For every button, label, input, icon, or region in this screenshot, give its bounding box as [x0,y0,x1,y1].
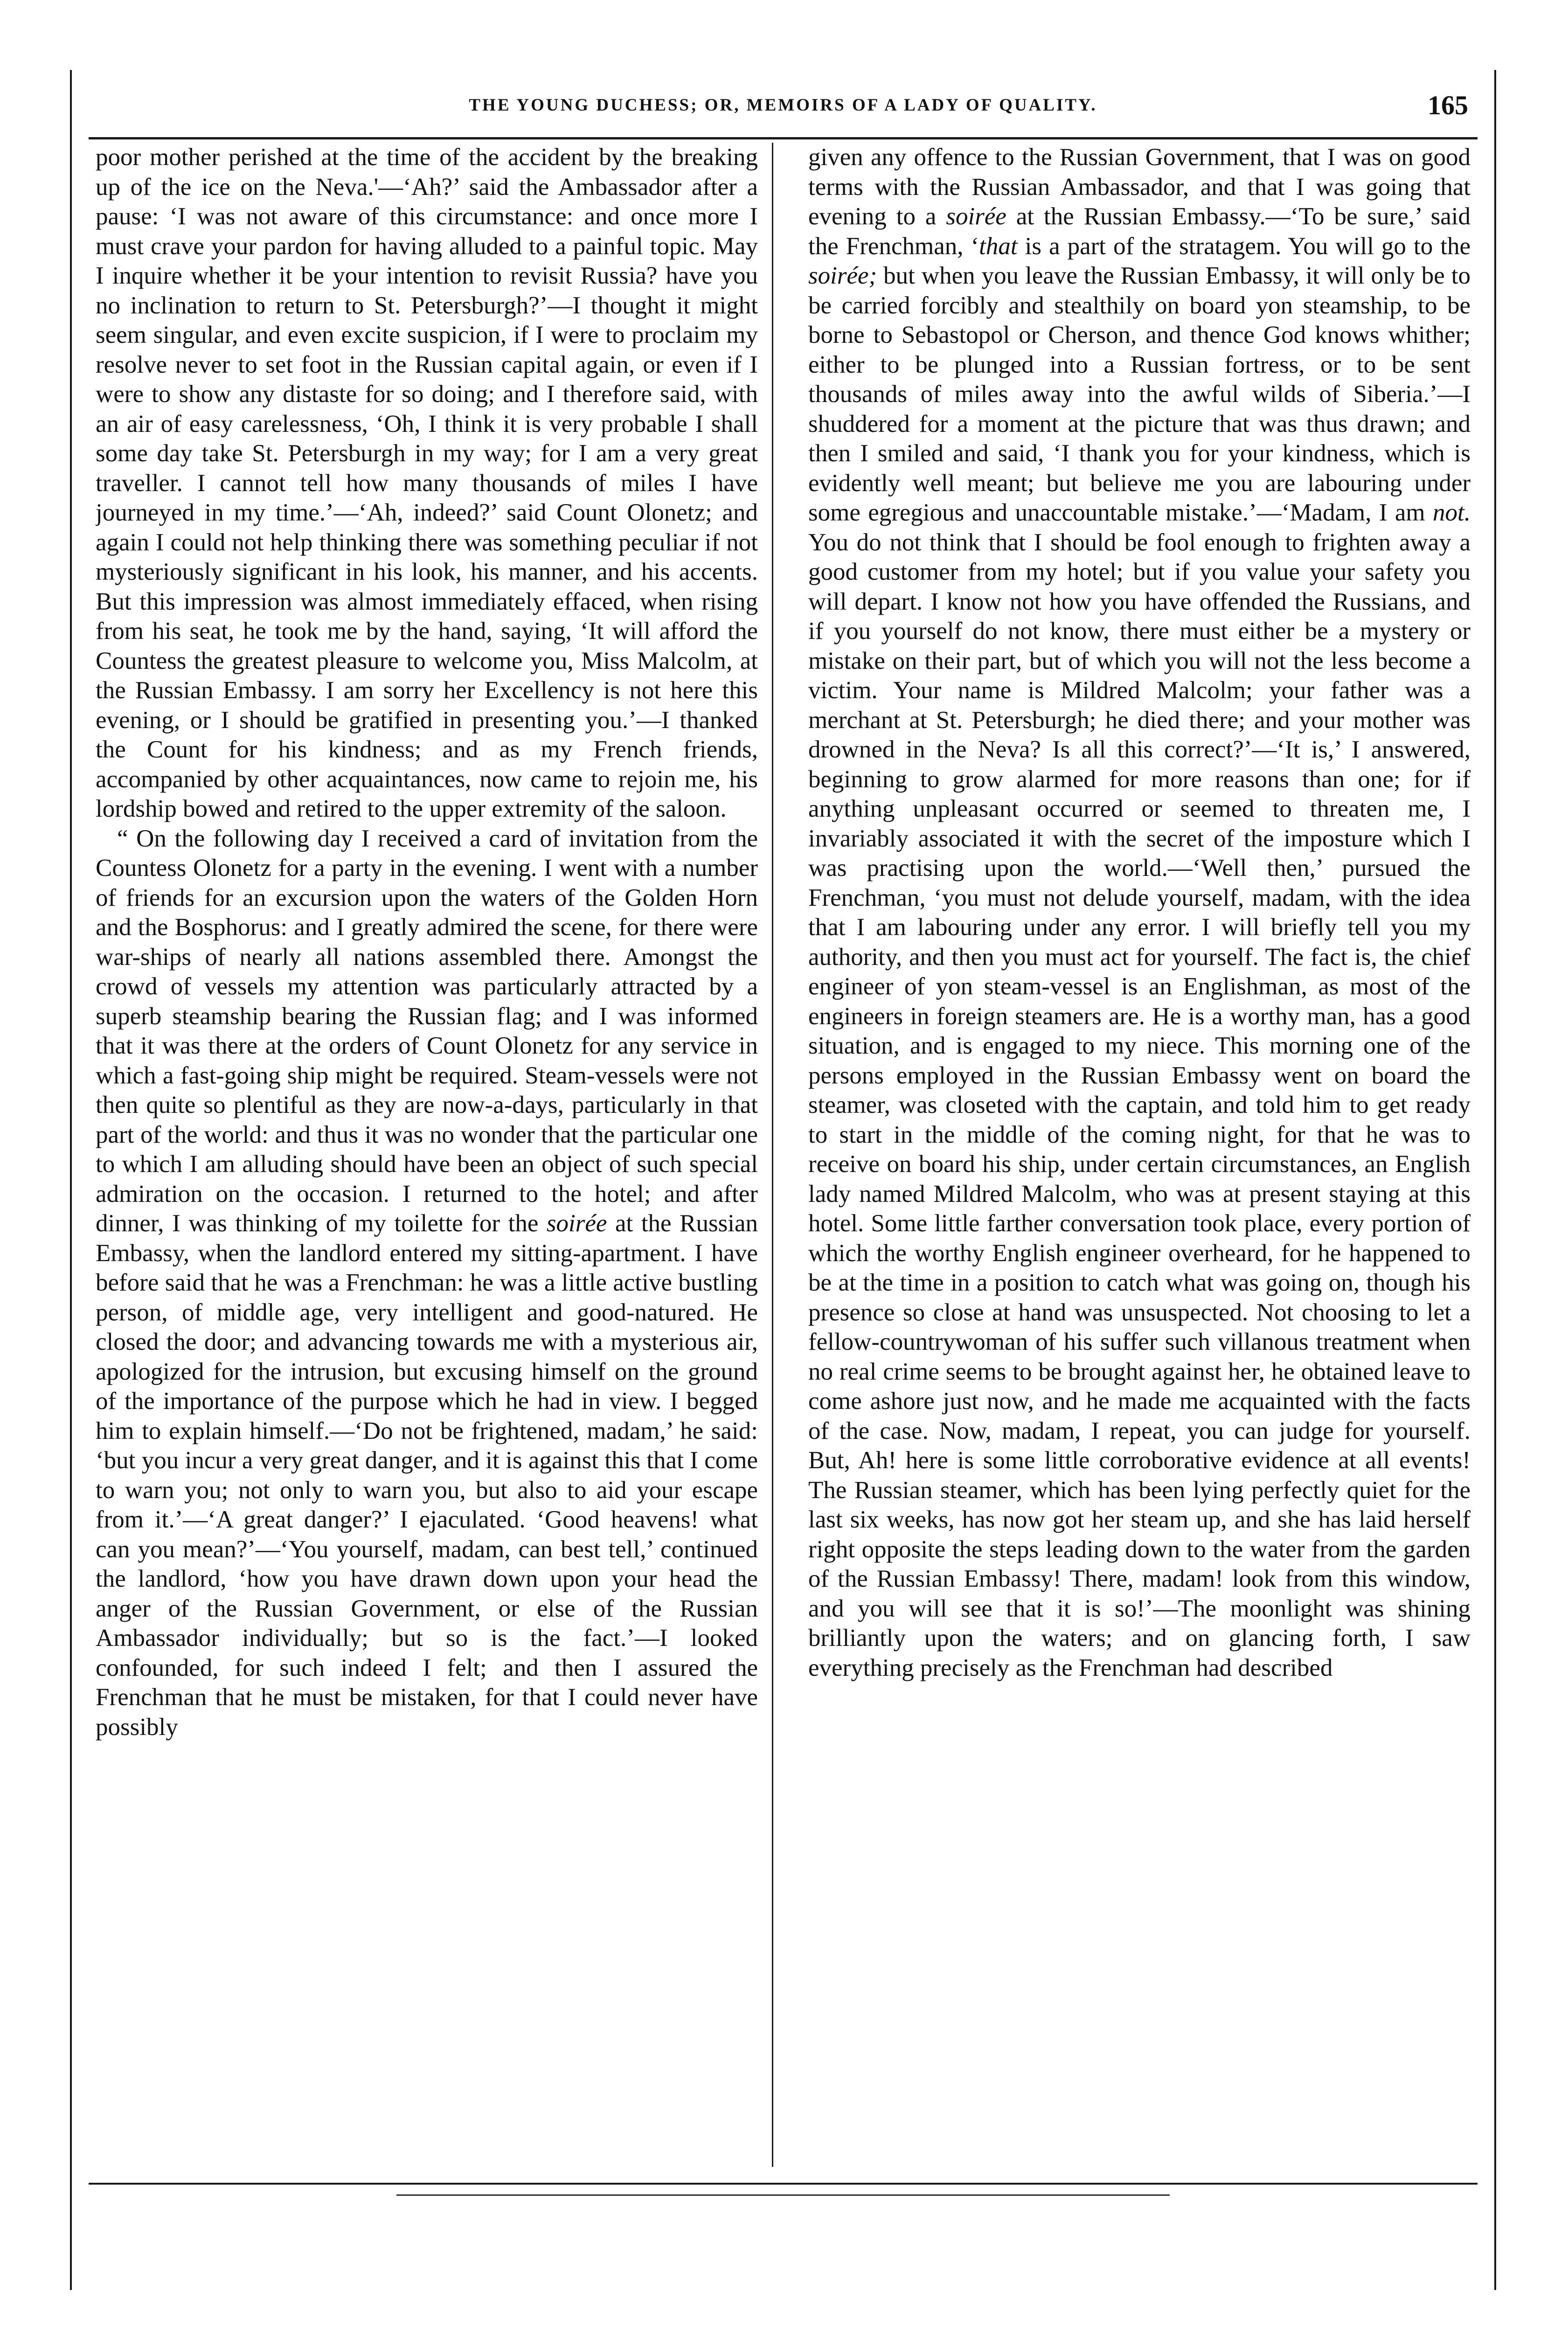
italic-run: soirée; [808,262,877,289]
page-border-right [1494,70,1496,2290]
text-run: at the Russian Embassy.—‘To be sure,’ said the Frenchman, ‘ [808,203,1471,260]
italic-run: not. [1433,499,1471,526]
paragraph [96,824,758,1742]
text-run: but when you leave the Russian Embassy, it will only be to be carried forcibly and stealthily on board yon steamship, to be borne to Sebastopol or Cherson, and thence God knows whither; either to be plunged into a Russian fortress, or to be sent thousands of miles away into the awful wilds of Siberia.’—I shuddered for a moment at the picture that was thus drawn; and then I smiled and said, ‘I thank you for your kindness, which is evidently well meant; but believe me you are labouring under some egregious and unaccountable mistake.’—‘Madam, I am [808,262,1471,526]
text-run: poor mother perished at the time of the accident by the breaking up of the ice on the Neva.'—‘Ah?’ said the Ambassador after a pause: ‘I was not aware of this circumstance: and once more I must crave your pardon for having alluded to a painful topic. May I inquire whether it be your intention to revisit Russia? have you no inclination to return to St. Petersburgh?’—I thought it might seem singular, and even excite suspicion, if I were to proclaim my resolve never to set foot in the Russian capital again, or even if I were to show any distaste for so doing; and I therefore said, with an air of easy carelessness, ‘Oh, I think it is very probable I shall some day take St. Petersburgh in my way; for I am a very great traveller. I cannot tell how many thousands of miles I have journeyed in my time.’—‘Ah, indeed?’ said Count Olonetz; and again I could not help thinking there was something peculiar if not mysteriously significant in his look, his manner, and his accents. But this impression was almost immediately effaced, when rising from his seat, he took me by the hand, saying, ‘It will afford the Countess the greatest pleasure to welcome you, Miss Malcolm, at the Russian Embassy. I am sorry her Excellency is not here this evening, or I should be gratified in presenting you.’—I thanked the Count for his kindness; and as my French friends, accompanied by other acquaintances, now came to rejoin me, his lordship bowed and retired to the upper extremity of the saloon. [96,144,758,822]
text-run: You do not think that I should be fool enough to frighten away a good customer from my hotel; but if you value your safety you will depart. I know not how you have offended the Russians, and if you yourself do not know, there must either be a mystery or mistake on their part, but of which you will not the less become a victim. Your name is Mildred Malcolm; your father was a merchant at St. Petersburgh; he died there; and your mother was drowned in the Neva? Is all this correct?’—‘It is,’ I answered, beginning to grow alarmed for more reasons than one; for if anything unpleasant occurred or seemed to threaten me, I invariably associated it with the secret of the imposture which I was practising upon the world.—‘Well then,’ pursued the Frenchman, ‘you must not delude yourself, madam, with the idea that I am labouring under any error. I will briefly tell you my authority, and then you must act for yourself. The fact is, the chief engineer of yon steam-vessel is an Englishman, as most of the engineers in foreign steamers are. He is a worthy man, has a good situation, and is engaged to my niece. This morning one of the persons employed in the Russian Embassy went on board the steamer, was closeted with the captain, and told him to get ready to start in the middle of the coming night, for that he was to receive on board his ship, under certain circumstances, an English lady named Mildred Malcolm, who was at present staying at this hotel. Some little farther conversation took place, every portion of which the worthy English engineer overheard, for he happened to be at the time in a position to catch what was going on, though his presence so close at hand was unsuspected. Not choosing to let a fellow-countrywoman of his suffer such villanous treatment when no real crime seems to be brought against her, he obtained leave to come ashore just now, and he made me acquainted with the facts of the case. Now, madam, I repeat, you can judge for yourself. But, Ah! here is some little corroborative evidence at all events! The Russian steamer, which has been lying perfectly quiet for the last six weeks, has now got her steam up, and she has laid herself right opposite the steps leading down to the water from the garden of the Russian Embassy! There, madam! look from this window, and you will see that it is so!’—The moonlight was shining brilliantly upon the waters; and on glancing forth, I saw everything precisely as the Frenchman had described [808,528,1471,1681]
page-border-left [70,70,72,2290]
page-number: 165 [1428,90,1468,120]
italic-run: soirée [946,203,1006,230]
text-run: given any offence to the Russian Government, that I was on good terms with the Russian Ambassador, and that I was going that evening to a [808,144,1471,230]
text-run: at the Russian Embassy, when the landlord entered my sitting-apartment. I have before said that he was a Frenchman: he was a little active bustling person, of middle age, very intelligent and good-natured. He closed the door; and advancing towards me with a mysterious air, apologized for the intrusion, but excusing himself on the ground of the importance of the purpose which he had in view. I begged him to explain himself.—‘Do not be frightened, madam,’ he said: ‘but you incur a very great danger, and it is against this that I come to warn you; not only to warn you, but also to aid your escape from it.’—‘A great danger?’ I ejaculated. ‘Good heavens! what can you mean?’—‘You yourself, madam, can best tell,’ continued the landlord, ‘how you have drawn down upon your head the anger of the Russian Government, or else of the Russian Ambassador individually; but so is the fact.’—I looked confounded, for such indeed I felt; and then I assured the Frenchman that he must be mistaken, for that I could never have possibly [96,1210,758,1741]
right-column [808,143,1471,2167]
footer-short-rule [396,2194,1170,2196]
page-header [89,81,1478,139]
text-run: “ On the following day I received a card of invitation from the Countess Olonetz for a party in the evening. I went with a number of friends for an excursion upon the waters of the Golden Horn and the Bosphorus: and I greatly admired the scene, for there were war-ships of nearly all nations assembled there. Amongst the crowd of vessels my attention was particularly attracted by a superb steamship bearing the Russian flag; and I was informed that it was there at the orders of Count Olonetz for any service in which a fast-going ship might be required. Steam-vessels were not then quite so plentiful as they are now-a-days, particularly in that part of the world: and thus it was no wonder that the particular one to which I am alluding should have been an object of such special admiration on the occasion. I returned to the hotel; and after dinner, I was thinking of my toilette for the [96,825,758,1237]
left-column [96,143,758,2167]
text-run: is a part of the stratagem. You will go to the [1017,232,1471,260]
italic-run: soirée [546,1210,607,1237]
footer-rule [89,2183,1478,2185]
magazine-page [70,70,1496,2299]
column-divider [772,143,773,2167]
text-columns [96,143,1471,2167]
running-title: THE YOUNG DUCHESS; OR, MEMOIRS OF A LADY OF QUALITY. [469,96,1097,115]
paragraph [96,143,758,824]
paragraph [808,143,1471,1683]
italic-run: that [979,232,1018,260]
